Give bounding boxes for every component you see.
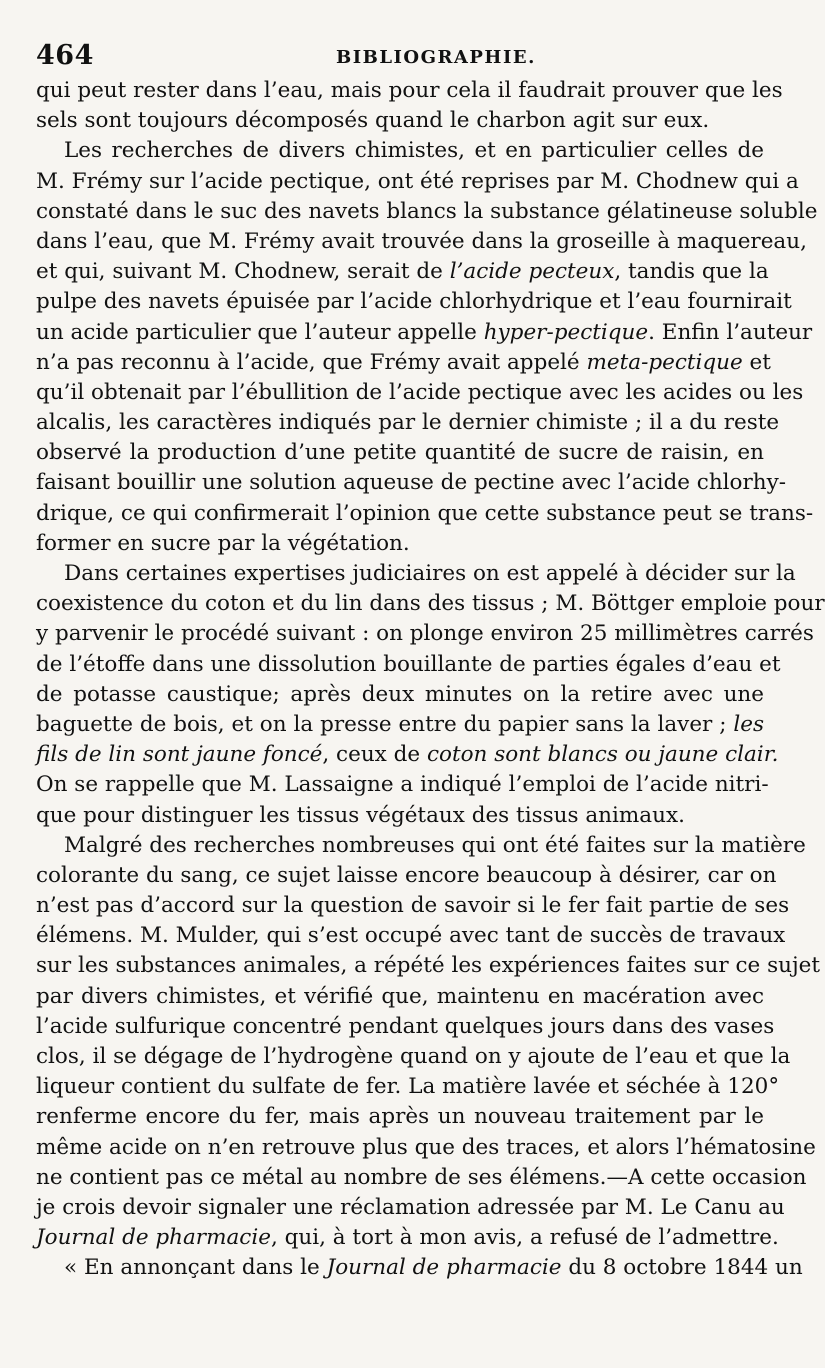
text-segment: coexistence du coton et du lin dans des tissus ; M. Böttger emploie pour	[36, 591, 825, 617]
text-line	[36, 982, 764, 1012]
text-line	[36, 378, 804, 408]
text-segment: , ceux de	[322, 742, 427, 768]
text-segment: et qui, suivant M. Chodnew, serait de	[36, 259, 450, 285]
text-segment: ne contient pas ce métal au nombre de ses élémens.—A cette occasion	[36, 1164, 807, 1190]
text-segment: et	[742, 349, 771, 375]
text-line	[36, 167, 799, 197]
text-segment: colorante du sang, ce sujet laisse encore beaucoup à désirer, car on	[36, 862, 777, 888]
page-header	[36, 40, 766, 80]
text-line	[36, 287, 792, 317]
text-line	[36, 468, 787, 498]
text-line	[36, 891, 790, 921]
text-segment: qu’il obtenait par l’ébullition de l’acide pectique avec les acides ou les	[36, 379, 804, 405]
italic-text: coton sont blancs ou jaune clair.	[426, 742, 779, 768]
text-segment: , tandis que la	[614, 259, 769, 285]
text-segment: clos, il se dégage de l’hydrogène quand on y ajoute de l’eau et que la	[36, 1044, 791, 1069]
text-segment: Dans certaines expertises judiciaires on est appelé à décider sur la	[64, 561, 796, 586]
text-segment: y parvenir le procédé suivant : on plonge environ 25 millimètres carrés	[36, 621, 814, 647]
text-line	[36, 438, 764, 468]
text-segment: M. Frémy sur l’acide pectique, ont été reprises par M. Chodnew qui a	[36, 168, 799, 194]
text-line	[36, 227, 807, 257]
text-line	[36, 861, 777, 891]
text-line	[36, 318, 813, 348]
text-segment: de l’étoffe dans une dissolution bouillante de parties égales d’eau et	[36, 651, 781, 677]
text-segment: que pour distinguer les tissus végétaux des tissus animaux.	[36, 802, 685, 828]
text-line	[36, 1163, 807, 1193]
text-segment: former en sucre par la végétation.	[36, 530, 410, 556]
text-segment: alcalis, les caractères indiqués par le dernier chimiste ; il a du reste	[36, 410, 780, 436]
text-segment: liqueur contient du sulfate de fer. La matière lavée et séchée à 120°	[36, 1074, 780, 1100]
text-segment: Malgré des recherches nombreuses qui ont été faites sur la matière	[64, 832, 806, 858]
text-line	[36, 136, 764, 166]
text-line	[36, 1102, 764, 1132]
text-segment: On se rappelle que M. Lassaigne a indiqué l’emploi de l’acide nitri-	[36, 772, 769, 798]
text-segment: même acide on n’en retrouve plus que des traces, et alors l’hématosine	[36, 1134, 816, 1160]
body-text	[36, 76, 825, 1284]
text-line	[36, 1193, 785, 1223]
running-head: BIBLIOGRAPHIE.	[336, 47, 536, 68]
text-line	[36, 499, 814, 529]
text-segment: Les recherches de divers chimistes, et en particulier celles de	[64, 138, 764, 164]
italic-text: hyper-pectique	[483, 319, 649, 345]
text-segment: baguette de bois, et on la presse entre du papier sans la laver ;	[36, 711, 734, 737]
text-line	[36, 680, 764, 710]
text-line	[36, 1223, 779, 1253]
text-line	[36, 1012, 775, 1042]
text-segment: « En annonçant dans le	[64, 1255, 327, 1281]
italic-text: Journal de pharmacie	[326, 1255, 562, 1281]
text-line	[36, 589, 825, 619]
text-line	[36, 197, 818, 227]
text-segment: drique, ce qui confirmerait l’opinion que cette substance peut se trans-	[36, 500, 814, 526]
text-line	[36, 1072, 780, 1102]
text-line	[36, 408, 780, 438]
text-line	[36, 559, 796, 589]
italic-text: Journal de pharmacie	[36, 1225, 271, 1251]
text-line	[36, 257, 769, 287]
text-segment: observé la production d’une petite quantité de sucre de raisin, en	[36, 440, 764, 466]
text-segment: constaté dans le suc des navets blancs la substance gélatineuse soluble	[36, 198, 818, 224]
text-line	[36, 801, 764, 831]
text-segment: je crois devoir signaler une réclamation adressée par M. Le Canu au	[36, 1194, 785, 1220]
text-segment: sur les substances animales, a répété les expériences faites sur ce sujet	[36, 953, 821, 979]
text-line	[36, 951, 821, 981]
text-segment: faisant bouillir une solution aqueuse de pectine avec l’acide chlorhy-	[36, 470, 787, 496]
text-segment: pulpe des navets épuisée par l’acide chlorhydrique et l’eau fournirait	[36, 289, 792, 315]
text-line	[36, 529, 764, 559]
page-number: 464	[36, 40, 94, 71]
text-line	[36, 770, 769, 800]
text-segment: par divers chimistes, et vérifié que, maintenu en macération avec	[36, 983, 764, 1009]
text-segment: sels sont toujours décomposés quand le charbon agit sur eux.	[36, 108, 710, 134]
text-segment: du 8 octobre 1844 un	[561, 1255, 803, 1281]
text-line	[36, 619, 814, 649]
text-line	[36, 348, 771, 378]
text-line	[36, 921, 786, 951]
text-segment: renferme encore du fer, mais après un nouveau traitement par le	[36, 1104, 764, 1130]
text-line	[36, 710, 764, 740]
text-segment: de potasse caustique; après deux minutes on la retire avec une	[36, 681, 764, 707]
text-line	[36, 650, 781, 680]
text-segment: un acide particulier que l’auteur appelle	[36, 319, 484, 345]
text-segment: l’acide sulfurique concentré pendant quelques jours dans des vases	[36, 1013, 775, 1039]
italic-text: l’acide pecteux	[449, 259, 615, 285]
text-line	[36, 76, 783, 106]
text-line	[36, 1042, 791, 1072]
text-line	[36, 740, 779, 770]
italic-text: les	[733, 711, 764, 737]
text-segment: , qui, à tort à mon avis, a refusé de l’admettre.	[270, 1225, 779, 1251]
text-segment: qui peut rester dans l’eau, mais pour cela il faudrait prouver que les	[36, 78, 783, 103]
text-segment: . Enfin l’auteur	[648, 319, 813, 345]
text-line	[36, 106, 764, 136]
text-segment: dans l’eau, que M. Frémy avait trouvée dans la groseille à maquereau,	[36, 228, 807, 254]
italic-text: meta-pectique	[586, 349, 743, 375]
text-segment: n’a pas reconnu à l’acide, que Frémy avait appelé	[36, 349, 587, 375]
text-segment: n’est pas d’accord sur la question de savoir si le fer fait partie de ses	[36, 893, 790, 919]
text-segment: élémens. M. Mulder, qui s’est occupé avec tant de succès de travaux	[36, 923, 786, 949]
text-line	[36, 1253, 803, 1283]
text-line	[36, 1133, 816, 1163]
text-line	[36, 831, 806, 861]
italic-text: fils de lin sont jaune foncé	[36, 742, 323, 768]
